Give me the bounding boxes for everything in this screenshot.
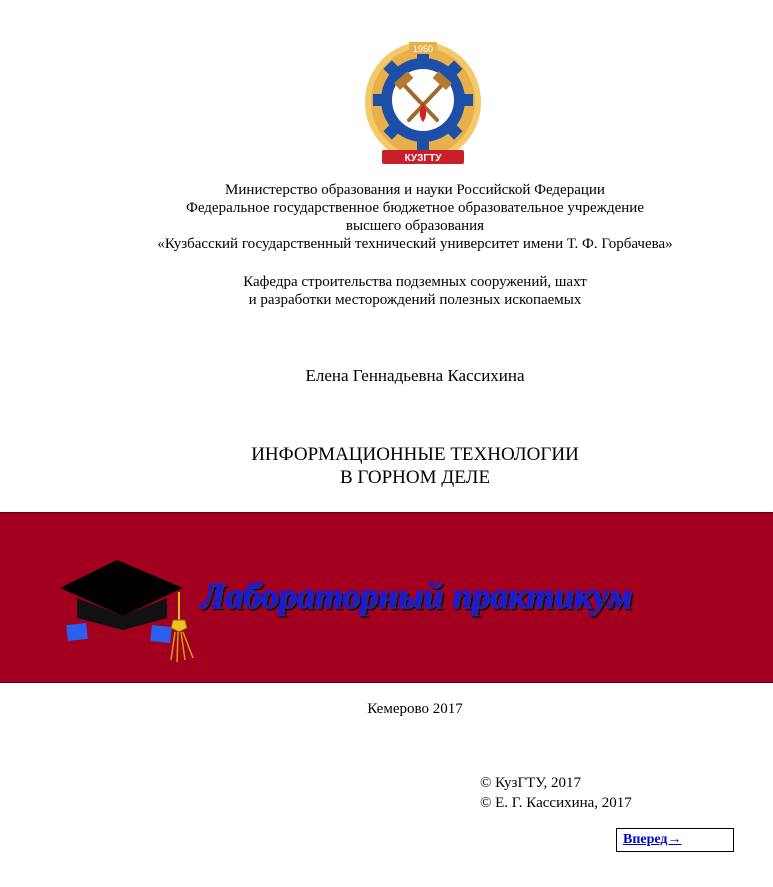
org-line: высшего образования: [345, 218, 485, 234]
graduation-cap-icon: [55, 556, 205, 666]
org-line: «Кузбасский государственный технический университет имени Т. Ф. Горбачева»: [157, 236, 673, 252]
next-link[interactable]: Вперед→: [623, 832, 682, 847]
title-line: В ГОРНОМ ДЕЛЕ: [339, 467, 491, 488]
org-line: Федеральное государственное бюджетное образовательное учреждение: [185, 200, 644, 216]
organization-block: [0, 181, 773, 253]
author-name: Елена Геннадьевна Кассихина: [305, 366, 525, 385]
svg-text:1950: 1950: [412, 44, 434, 54]
kuzgtu-emblem-icon: [362, 40, 484, 170]
department-line: Кафедра строительства подземных сооружений, шахт: [243, 274, 587, 290]
copyright-line: © Е. Г. Кассихина, 2017: [480, 795, 632, 811]
title-line: ИНФОРМАЦИОННЫЕ ТЕХНОЛОГИИ: [251, 444, 579, 465]
city-year: Кемерово 2017: [367, 701, 463, 717]
department-line: и разработки месторождений полезных ископаемых: [248, 292, 582, 308]
svg-text:КУЗГТУ: КУЗГТУ: [404, 153, 442, 164]
document-title: [0, 443, 773, 489]
next-button[interactable]: [616, 828, 734, 852]
copyright-line: © КузГТУ, 2017: [480, 775, 581, 791]
department-block: [0, 273, 773, 309]
org-line: Министерство образования и науки Российской Федерации: [225, 182, 605, 198]
banner-title: Лабораторный практикум: [200, 575, 632, 615]
